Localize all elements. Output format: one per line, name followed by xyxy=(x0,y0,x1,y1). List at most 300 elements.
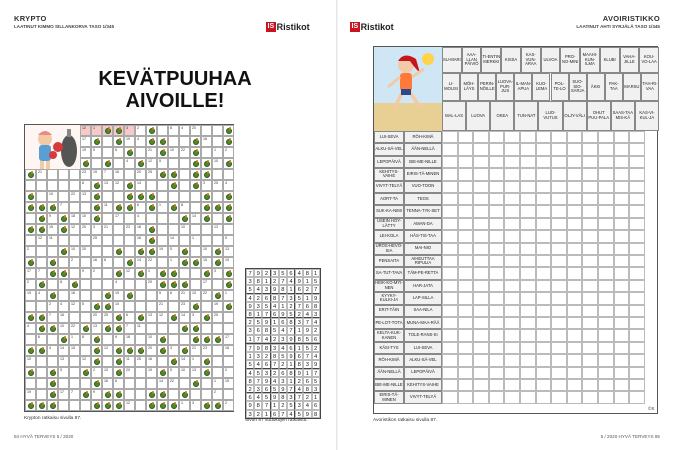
krypto-cell[interactable] xyxy=(80,378,91,389)
krypto-cell[interactable] xyxy=(69,334,80,345)
krypto-cell[interactable] xyxy=(47,345,58,356)
krypto-cell[interactable] xyxy=(36,257,47,268)
letter-box[interactable] xyxy=(582,205,598,217)
krypto-cell[interactable] xyxy=(223,224,234,235)
krypto-cell[interactable] xyxy=(190,345,201,356)
krypto-cell[interactable] xyxy=(135,334,146,345)
letter-box[interactable] xyxy=(582,143,598,155)
krypto-cell[interactable] xyxy=(190,213,201,224)
krypto-cell[interactable] xyxy=(135,202,146,213)
krypto-cell[interactable] xyxy=(69,191,80,202)
krypto-cell[interactable] xyxy=(179,312,190,323)
letter-box[interactable] xyxy=(629,143,645,155)
letter-box[interactable] xyxy=(442,391,458,403)
krypto-cell[interactable] xyxy=(201,323,212,334)
krypto-cell[interactable] xyxy=(91,158,102,169)
krypto-cell[interactable] xyxy=(36,169,47,180)
krypto-cell[interactable] xyxy=(190,312,201,323)
krypto-cell[interactable] xyxy=(69,367,80,378)
letter-box[interactable] xyxy=(473,230,489,242)
letter-box[interactable] xyxy=(614,156,630,168)
krypto-cell[interactable] xyxy=(212,257,223,268)
krypto-cell[interactable] xyxy=(146,136,157,147)
krypto-cell[interactable] xyxy=(91,246,102,257)
letter-box[interactable] xyxy=(551,280,567,292)
letter-box[interactable] xyxy=(536,305,552,317)
krypto-cell[interactable] xyxy=(157,345,168,356)
krypto-cell[interactable] xyxy=(47,191,58,202)
krypto-cell[interactable] xyxy=(157,147,168,158)
krypto-cell[interactable] xyxy=(190,257,201,268)
krypto-cell[interactable] xyxy=(190,224,201,235)
krypto-cell[interactable] xyxy=(91,147,102,158)
krypto-cell[interactable] xyxy=(179,257,190,268)
krypto-cell[interactable] xyxy=(102,136,113,147)
krypto-cell[interactable] xyxy=(212,323,223,334)
krypto-cell[interactable] xyxy=(124,125,135,136)
krypto-cell[interactable] xyxy=(179,246,190,257)
krypto-cell[interactable] xyxy=(102,246,113,257)
letter-box[interactable] xyxy=(536,317,552,329)
krypto-cell[interactable] xyxy=(25,202,36,213)
letter-box[interactable] xyxy=(551,354,567,366)
krypto-cell[interactable] xyxy=(113,158,124,169)
letter-box[interactable] xyxy=(520,156,536,168)
krypto-cell[interactable] xyxy=(69,235,80,246)
krypto-cell[interactable] xyxy=(146,147,157,158)
krypto-cell[interactable] xyxy=(36,301,47,312)
krypto-cell[interactable] xyxy=(168,312,179,323)
letter-box[interactable] xyxy=(536,391,552,403)
krypto-cell[interactable] xyxy=(102,180,113,191)
krypto-cell[interactable] xyxy=(91,356,102,367)
letter-box[interactable] xyxy=(598,143,614,155)
krypto-cell[interactable] xyxy=(190,125,201,136)
krypto-cell[interactable] xyxy=(168,136,179,147)
krypto-cell[interactable] xyxy=(168,158,179,169)
krypto-cell[interactable] xyxy=(58,378,69,389)
letter-box[interactable] xyxy=(551,342,567,354)
krypto-cell[interactable] xyxy=(36,345,47,356)
letter-box[interactable] xyxy=(504,168,520,180)
letter-box[interactable] xyxy=(489,230,505,242)
krypto-cell[interactable] xyxy=(80,202,91,213)
letter-box[interactable] xyxy=(520,317,536,329)
krypto-cell[interactable] xyxy=(36,290,47,301)
letter-box[interactable] xyxy=(520,379,536,391)
letter-box[interactable] xyxy=(536,168,552,180)
krypto-cell[interactable] xyxy=(113,400,124,411)
letter-box[interactable] xyxy=(598,379,614,391)
letter-box[interactable] xyxy=(536,143,552,155)
krypto-cell[interactable] xyxy=(80,257,91,268)
letter-box[interactable] xyxy=(536,243,552,255)
letter-box[interactable] xyxy=(614,280,630,292)
krypto-cell[interactable] xyxy=(25,367,36,378)
krypto-cell[interactable] xyxy=(91,312,102,323)
krypto-cell[interactable] xyxy=(102,235,113,246)
letter-box[interactable] xyxy=(614,218,630,230)
krypto-cell[interactable] xyxy=(146,180,157,191)
letter-box[interactable] xyxy=(582,317,598,329)
krypto-cell[interactable] xyxy=(113,191,124,202)
krypto-cell[interactable] xyxy=(102,323,113,334)
krypto-cell[interactable] xyxy=(223,246,234,257)
letter-box[interactable] xyxy=(458,181,474,193)
letter-box[interactable] xyxy=(629,218,645,230)
krypto-cell[interactable] xyxy=(80,125,91,136)
krypto-cell[interactable] xyxy=(157,213,168,224)
letter-box[interactable] xyxy=(598,193,614,205)
krypto-cell[interactable] xyxy=(58,202,69,213)
krypto-cell[interactable] xyxy=(113,202,124,213)
krypto-cell[interactable] xyxy=(113,235,124,246)
krypto-cell[interactable] xyxy=(157,246,168,257)
krypto-cell[interactable] xyxy=(124,301,135,312)
krypto-cell[interactable] xyxy=(25,169,36,180)
krypto-cell[interactable] xyxy=(25,400,36,411)
krypto-cell[interactable] xyxy=(179,367,190,378)
letter-box[interactable] xyxy=(520,218,536,230)
krypto-cell[interactable] xyxy=(25,235,36,246)
krypto-cell[interactable] xyxy=(135,213,146,224)
krypto-cell[interactable] xyxy=(102,279,113,290)
krypto-cell[interactable] xyxy=(157,389,168,400)
letter-box[interactable] xyxy=(598,342,614,354)
letter-box[interactable] xyxy=(567,280,583,292)
krypto-cell[interactable] xyxy=(102,389,113,400)
krypto-cell[interactable] xyxy=(102,312,113,323)
letter-box[interactable] xyxy=(504,379,520,391)
krypto-cell[interactable] xyxy=(113,389,124,400)
letter-box[interactable] xyxy=(614,354,630,366)
krypto-cell[interactable] xyxy=(135,136,146,147)
krypto-cell[interactable] xyxy=(135,312,146,323)
krypto-cell[interactable] xyxy=(223,136,234,147)
krypto-cell[interactable] xyxy=(80,235,91,246)
krypto-cell[interactable] xyxy=(179,202,190,213)
letter-box[interactable] xyxy=(504,181,520,193)
krypto-cell[interactable] xyxy=(91,235,102,246)
krypto-cell[interactable] xyxy=(58,334,69,345)
krypto-cell[interactable] xyxy=(36,191,47,202)
krypto-cell[interactable] xyxy=(212,169,223,180)
krypto-cell[interactable] xyxy=(135,235,146,246)
krypto-cell[interactable] xyxy=(212,367,223,378)
letter-box[interactable] xyxy=(536,367,552,379)
krypto-cell[interactable] xyxy=(212,290,223,301)
krypto-cell[interactable] xyxy=(168,235,179,246)
krypto-cell[interactable] xyxy=(113,180,124,191)
letter-box[interactable] xyxy=(504,205,520,217)
krypto-cell[interactable] xyxy=(124,279,135,290)
letter-box[interactable] xyxy=(551,329,567,341)
letter-box[interactable] xyxy=(489,292,505,304)
krypto-cell[interactable] xyxy=(91,334,102,345)
krypto-cell[interactable] xyxy=(190,180,201,191)
krypto-cell[interactable] xyxy=(102,268,113,279)
krypto-cell[interactable] xyxy=(113,356,124,367)
letter-box[interactable] xyxy=(629,367,645,379)
krypto-cell[interactable] xyxy=(80,147,91,158)
krypto-cell[interactable] xyxy=(91,345,102,356)
krypto-cell[interactable] xyxy=(223,202,234,213)
letter-box[interactable] xyxy=(442,218,458,230)
krypto-cell[interactable] xyxy=(113,246,124,257)
letter-box[interactable] xyxy=(582,329,598,341)
krypto-cell[interactable] xyxy=(135,345,146,356)
krypto-cell[interactable] xyxy=(179,400,190,411)
letter-box[interactable] xyxy=(567,391,583,403)
krypto-cell[interactable] xyxy=(179,158,190,169)
krypto-cell[interactable] xyxy=(135,301,146,312)
krypto-cell[interactable] xyxy=(124,213,135,224)
letter-box[interactable] xyxy=(442,367,458,379)
krypto-cell[interactable] xyxy=(168,400,179,411)
krypto-cell[interactable] xyxy=(91,400,102,411)
letter-box[interactable] xyxy=(473,131,489,143)
letter-box[interactable] xyxy=(489,267,505,279)
krypto-cell[interactable] xyxy=(36,312,47,323)
letter-box[interactable] xyxy=(504,292,520,304)
krypto-cell[interactable] xyxy=(135,268,146,279)
letter-box[interactable] xyxy=(614,367,630,379)
letter-box[interactable] xyxy=(489,156,505,168)
krypto-cell[interactable] xyxy=(113,213,124,224)
krypto-cell[interactable] xyxy=(47,301,58,312)
krypto-cell[interactable] xyxy=(25,213,36,224)
krypto-cell[interactable] xyxy=(113,345,124,356)
krypto-cell[interactable] xyxy=(146,202,157,213)
krypto-cell[interactable] xyxy=(190,334,201,345)
letter-box[interactable] xyxy=(598,305,614,317)
krypto-cell[interactable] xyxy=(91,367,102,378)
letter-box[interactable] xyxy=(473,143,489,155)
krypto-cell[interactable] xyxy=(168,191,179,202)
krypto-cell[interactable] xyxy=(157,257,168,268)
krypto-cell[interactable] xyxy=(58,235,69,246)
krypto-cell[interactable] xyxy=(223,268,234,279)
letter-box[interactable] xyxy=(520,342,536,354)
letter-box[interactable] xyxy=(442,143,458,155)
krypto-cell[interactable] xyxy=(146,246,157,257)
letter-box[interactable] xyxy=(442,255,458,267)
krypto-cell[interactable] xyxy=(102,367,113,378)
letter-box[interactable] xyxy=(520,243,536,255)
krypto-cell[interactable] xyxy=(58,169,69,180)
krypto-cell[interactable] xyxy=(157,125,168,136)
krypto-cell[interactable] xyxy=(201,312,212,323)
krypto-cell[interactable] xyxy=(168,279,179,290)
krypto-cell[interactable] xyxy=(102,202,113,213)
letter-box[interactable] xyxy=(442,280,458,292)
letter-box[interactable] xyxy=(567,205,583,217)
krypto-cell[interactable] xyxy=(168,290,179,301)
letter-box[interactable] xyxy=(536,267,552,279)
krypto-cell[interactable] xyxy=(80,290,91,301)
krypto-cell[interactable] xyxy=(91,257,102,268)
letter-box[interactable] xyxy=(598,267,614,279)
krypto-cell[interactable] xyxy=(179,290,190,301)
krypto-cell[interactable] xyxy=(47,389,58,400)
krypto-cell[interactable] xyxy=(146,213,157,224)
letter-box[interactable] xyxy=(458,367,474,379)
krypto-cell[interactable] xyxy=(58,400,69,411)
letter-box[interactable] xyxy=(629,267,645,279)
letter-box[interactable] xyxy=(489,367,505,379)
krypto-cell[interactable] xyxy=(179,191,190,202)
letter-box[interactable] xyxy=(489,255,505,267)
krypto-cell[interactable] xyxy=(212,334,223,345)
letter-box[interactable] xyxy=(629,379,645,391)
krypto-cell[interactable] xyxy=(223,312,234,323)
krypto-cell[interactable] xyxy=(212,235,223,246)
krypto-cell[interactable] xyxy=(146,224,157,235)
krypto-cell[interactable] xyxy=(168,213,179,224)
letter-box[interactable] xyxy=(442,205,458,217)
krypto-cell[interactable] xyxy=(69,213,80,224)
krypto-cell[interactable] xyxy=(102,158,113,169)
letter-box[interactable] xyxy=(536,193,552,205)
krypto-cell[interactable] xyxy=(168,147,179,158)
krypto-cell[interactable] xyxy=(201,235,212,246)
krypto-cell[interactable] xyxy=(212,268,223,279)
krypto-cell[interactable] xyxy=(179,125,190,136)
letter-box[interactable] xyxy=(520,255,536,267)
krypto-cell[interactable] xyxy=(36,279,47,290)
krypto-cell[interactable] xyxy=(80,279,91,290)
letter-box[interactable] xyxy=(473,205,489,217)
krypto-cell[interactable] xyxy=(201,202,212,213)
letter-box[interactable] xyxy=(629,205,645,217)
krypto-cell[interactable] xyxy=(146,125,157,136)
krypto-cell[interactable] xyxy=(47,180,58,191)
letter-box[interactable] xyxy=(504,280,520,292)
krypto-cell[interactable] xyxy=(146,290,157,301)
krypto-cell[interactable] xyxy=(135,224,146,235)
krypto-cell[interactable] xyxy=(223,180,234,191)
krypto-cell[interactable] xyxy=(113,312,124,323)
krypto-cell[interactable] xyxy=(58,301,69,312)
letter-box[interactable] xyxy=(489,329,505,341)
letter-box[interactable] xyxy=(442,193,458,205)
letter-box[interactable] xyxy=(536,329,552,341)
letter-box[interactable] xyxy=(614,181,630,193)
krypto-cell[interactable] xyxy=(58,312,69,323)
krypto-cell[interactable] xyxy=(157,312,168,323)
letter-box[interactable] xyxy=(458,230,474,242)
letter-box[interactable] xyxy=(598,354,614,366)
krypto-cell[interactable] xyxy=(190,169,201,180)
krypto-cell[interactable] xyxy=(80,367,91,378)
letter-box[interactable] xyxy=(551,292,567,304)
krypto-cell[interactable] xyxy=(102,125,113,136)
krypto-cell[interactable] xyxy=(190,147,201,158)
krypto-cell[interactable] xyxy=(69,323,80,334)
krypto-cell[interactable] xyxy=(201,301,212,312)
letter-box[interactable] xyxy=(551,181,567,193)
letter-box[interactable] xyxy=(442,131,458,143)
krypto-cell[interactable] xyxy=(91,136,102,147)
krypto-cell[interactable] xyxy=(146,356,157,367)
krypto-cell[interactable] xyxy=(179,268,190,279)
krypto-cell[interactable] xyxy=(146,257,157,268)
krypto-cell[interactable] xyxy=(201,169,212,180)
krypto-cell[interactable] xyxy=(25,323,36,334)
letter-box[interactable] xyxy=(614,379,630,391)
krypto-cell[interactable] xyxy=(179,213,190,224)
krypto-cell[interactable] xyxy=(168,169,179,180)
letter-box[interactable] xyxy=(567,305,583,317)
letter-box[interactable] xyxy=(536,255,552,267)
letter-box[interactable] xyxy=(551,193,567,205)
krypto-cell[interactable] xyxy=(190,389,201,400)
krypto-cell[interactable] xyxy=(135,389,146,400)
krypto-cell[interactable] xyxy=(146,158,157,169)
krypto-cell[interactable] xyxy=(212,202,223,213)
krypto-cell[interactable] xyxy=(124,290,135,301)
letter-box[interactable] xyxy=(520,267,536,279)
krypto-cell[interactable] xyxy=(25,279,36,290)
letter-box[interactable] xyxy=(473,193,489,205)
krypto-cell[interactable] xyxy=(102,213,113,224)
krypto-cell[interactable] xyxy=(201,334,212,345)
krypto-cell[interactable] xyxy=(47,213,58,224)
letter-box[interactable] xyxy=(629,255,645,267)
letter-box[interactable] xyxy=(614,342,630,354)
krypto-cell[interactable] xyxy=(190,268,201,279)
krypto-cell[interactable] xyxy=(91,389,102,400)
krypto-cell[interactable] xyxy=(201,213,212,224)
krypto-cell[interactable] xyxy=(25,345,36,356)
krypto-cell[interactable] xyxy=(102,257,113,268)
krypto-cell[interactable] xyxy=(146,378,157,389)
letter-box[interactable] xyxy=(551,305,567,317)
letter-box[interactable] xyxy=(442,354,458,366)
krypto-cell[interactable] xyxy=(25,312,36,323)
letter-box[interactable] xyxy=(473,391,489,403)
letter-box[interactable] xyxy=(473,305,489,317)
krypto-cell[interactable] xyxy=(146,301,157,312)
krypto-cell[interactable] xyxy=(69,246,80,257)
letter-box[interactable] xyxy=(458,193,474,205)
krypto-cell[interactable] xyxy=(113,279,124,290)
letter-box[interactable] xyxy=(551,267,567,279)
letter-box[interactable] xyxy=(458,379,474,391)
krypto-cell[interactable] xyxy=(36,224,47,235)
krypto-cell[interactable] xyxy=(25,257,36,268)
krypto-cell[interactable] xyxy=(201,158,212,169)
letter-box[interactable] xyxy=(458,329,474,341)
letter-box[interactable] xyxy=(536,205,552,217)
letter-box[interactable] xyxy=(520,181,536,193)
letter-box[interactable] xyxy=(520,354,536,366)
krypto-cell[interactable] xyxy=(80,356,91,367)
krypto-cell[interactable] xyxy=(80,213,91,224)
krypto-cell[interactable] xyxy=(124,367,135,378)
krypto-cell[interactable] xyxy=(58,213,69,224)
letter-box[interactable] xyxy=(442,329,458,341)
krypto-cell[interactable] xyxy=(135,378,146,389)
letter-box[interactable] xyxy=(629,354,645,366)
krypto-cell[interactable] xyxy=(212,246,223,257)
letter-box[interactable] xyxy=(598,156,614,168)
krypto-cell[interactable] xyxy=(124,345,135,356)
krypto-cell[interactable] xyxy=(190,158,201,169)
krypto-cell[interactable] xyxy=(47,224,58,235)
letter-box[interactable] xyxy=(520,168,536,180)
letter-box[interactable] xyxy=(504,267,520,279)
